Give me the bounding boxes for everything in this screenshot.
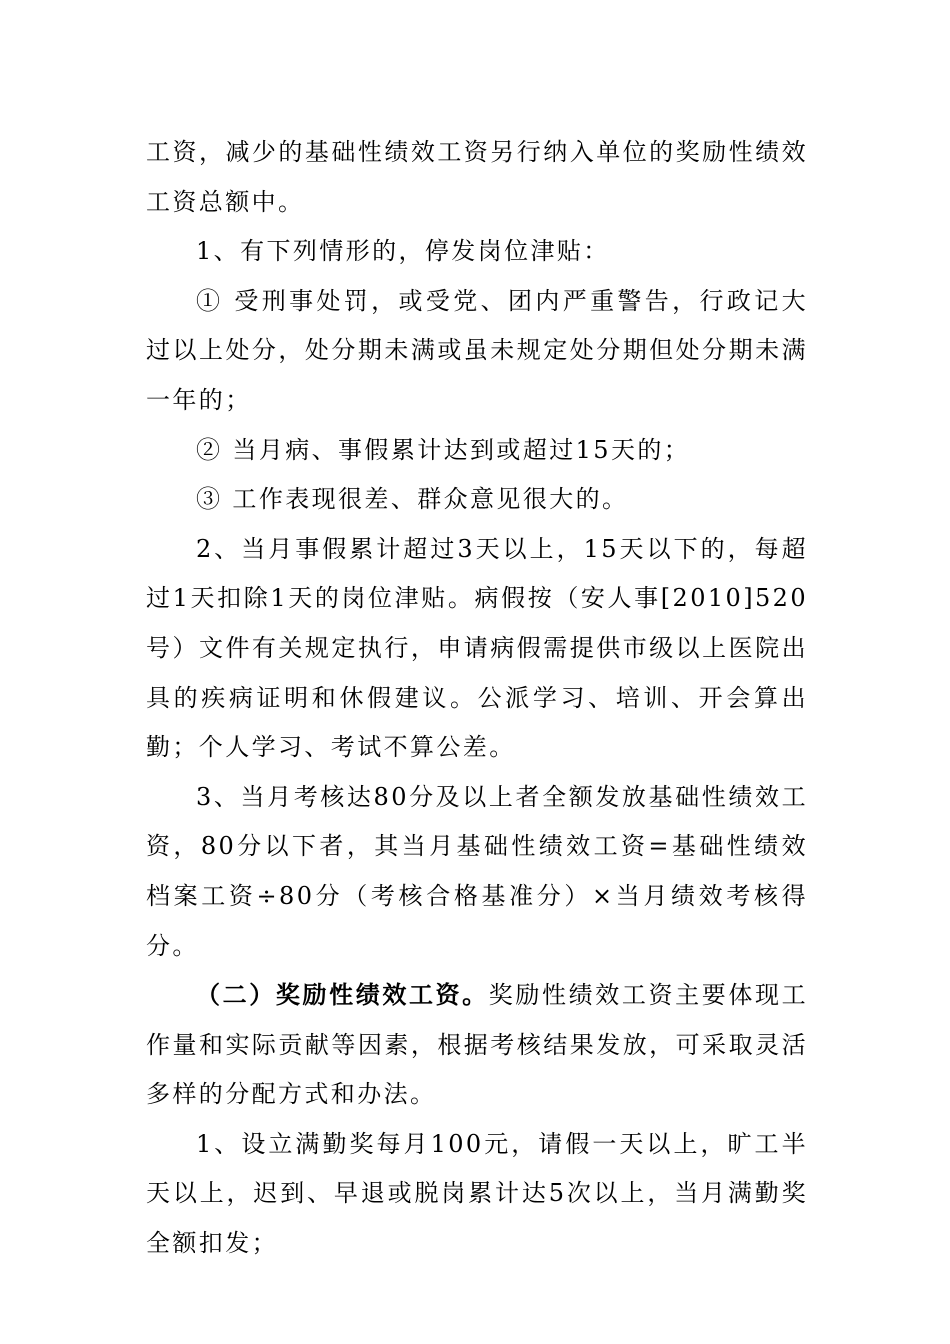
- paragraph-rule-1: 1、有下列情形的，停发岗位津贴：: [196, 237, 610, 266]
- section-body: 奖励性绩效工资主要体现工作量和实际贡献等因素，根据考核结果发放，可采取灵活多样的分配方式和办法。: [146, 981, 808, 1109]
- paragraph-rule-1-item-1: ① 受刑事处罚，或受党、团内严重警告，行政记大过以上处分，处分期未满或虽未规定处分期但处分期未满一年的；: [146, 286, 808, 414]
- section-heading: （二）奖励性绩效工资。: [196, 981, 489, 1010]
- paragraph-rule-2: 2、当月事假累计超过3天以上，15天以下的，每超过1天扣除1天的岗位津贴。病假按（安人事[2010]520号）文件有关规定执行，申请病假需提供市级以上医院出具的疾病证明和休假建议。公派学习、培训、开会算出勤；个人学习、考试不算公差。: [146, 534, 808, 762]
- paragraph-continuation: 工资，减少的基础性绩效工资另行纳入单位的奖励性绩效工资总额中。: [146, 138, 808, 216]
- paragraph-rule-3: 3、当月考核达80分及以上者全额发放基础性绩效工资，80分以下者，其当月基础性绩效工资=基础性绩效档案工资÷80分（考核合格基准分）×当月绩效考核得分。: [146, 782, 808, 960]
- paragraph-section-2: [146, 971, 808, 1120]
- paragraph-attendance-bonus: 1、设立满勤奖每月100元，请假一天以上，旷工半天以上，迟到、早退或脱岗累计达5次以上，当月满勤奖全额扣发；: [146, 1129, 808, 1258]
- document-page: [146, 128, 808, 1269]
- paragraph-rule-1-item-3: ③ 工作表现很差、群众意见很大的。: [196, 485, 629, 514]
- paragraph-rule-1-item-2: ② 当月病、事假累计达到或超过15天的；: [196, 435, 691, 464]
